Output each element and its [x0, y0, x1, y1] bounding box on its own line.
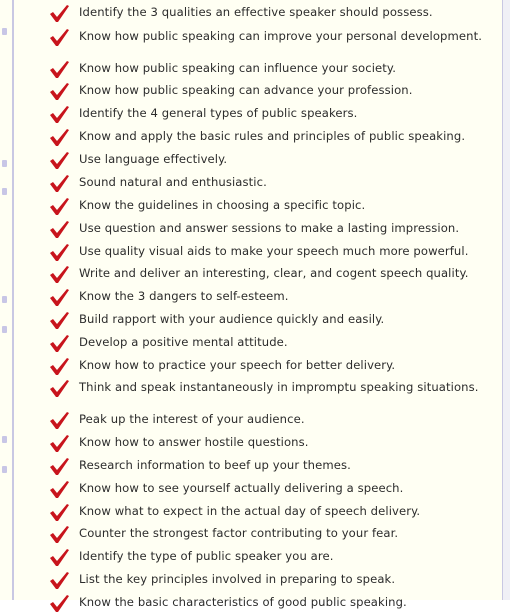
check-mark-icon: [48, 220, 70, 240]
list-item: [48, 459, 488, 477]
border-dot: [2, 326, 7, 333]
list-item: [48, 30, 488, 48]
list-item-text: Write and deliver an interesting, clear, and cogent speech quality.: [79, 266, 469, 280]
list-item-text: Peak up the interest of your audience.: [79, 412, 305, 426]
check-mark-icon: [48, 379, 70, 399]
list-item-text: Know the basic characteristics of good public speaking.: [79, 595, 407, 609]
list-item-text: Know how to practice your speech for better delivery.: [79, 358, 396, 372]
list-item: [48, 313, 488, 331]
left-page-border: [0, 0, 14, 600]
list-item-text: Know and apply the basic rules and principles of public speaking.: [79, 129, 466, 143]
list-item: [48, 176, 488, 194]
list-item-text: Build rapport with your audience quickly and easily.: [79, 312, 385, 326]
list-item: [48, 107, 488, 125]
list-item-text: Develop a positive mental attitude.: [79, 335, 288, 349]
check-mark-icon: [48, 434, 70, 454]
list-item-text: Know how to see yourself actually delivering a speech.: [79, 481, 404, 495]
border-dot: [2, 296, 7, 303]
border-dot: [2, 188, 7, 195]
check-mark-icon: [48, 197, 70, 217]
check-mark-icon: [48, 28, 70, 48]
list-item: [48, 573, 488, 591]
list-item-text: Know what to expect in the actual day of speech delivery.: [79, 504, 421, 518]
list-item-text: List the key principles involved in preparing to speak.: [79, 572, 396, 586]
check-mark-icon: [48, 571, 70, 591]
list-item: [48, 436, 488, 454]
check-mark-icon: [48, 151, 70, 171]
list-item: [48, 336, 488, 354]
border-dot: [2, 466, 7, 473]
check-mark-icon: [48, 525, 70, 545]
list-item-text: Know how public speaking can improve your personal development.: [79, 29, 482, 43]
check-mark-icon: [48, 311, 70, 331]
list-item-text: Identify the type of public speaker you are.: [79, 549, 334, 563]
list-item: [48, 550, 488, 568]
list-item: [48, 222, 488, 240]
check-mark-icon: [48, 411, 70, 431]
check-mark-icon: [48, 4, 70, 24]
list-item-text: Know the 3 dangers to self-esteem.: [79, 289, 289, 303]
check-mark-icon: [48, 243, 70, 263]
list-item: [48, 130, 488, 148]
list-item: [48, 596, 488, 614]
check-mark-icon: [48, 288, 70, 308]
list-item: [48, 413, 488, 431]
list-item-text: Counter the strongest factor contributing to your fear.: [79, 526, 399, 540]
list-item-text: Use language effectively.: [79, 152, 228, 166]
check-mark-icon: [48, 105, 70, 125]
check-mark-icon: [48, 503, 70, 523]
check-mark-icon: [48, 60, 70, 80]
list-item-text: Identify the 3 qualities an effective speaker should possess.: [79, 5, 433, 19]
check-mark-icon: [48, 457, 70, 477]
check-mark-icon: [48, 548, 70, 568]
list-item-text: Research information to beef up your themes.: [79, 458, 351, 472]
list-item-text: Sound natural and enthusiastic.: [79, 175, 267, 189]
check-mark-icon: [48, 594, 70, 614]
border-dot: [2, 28, 7, 35]
list-item-text: Know how to answer hostile questions.: [79, 435, 309, 449]
list-item: [48, 527, 488, 545]
check-mark-icon: [48, 480, 70, 500]
right-page-border: [502, 0, 510, 600]
check-mark-icon: [48, 128, 70, 148]
border-dot: [2, 160, 7, 167]
check-mark-icon: [48, 265, 70, 285]
list-item: [48, 84, 488, 102]
list-item: [48, 381, 488, 399]
border-dot: [2, 436, 7, 443]
list-item: [48, 6, 488, 24]
check-mark-icon: [48, 357, 70, 377]
list-item: [48, 62, 488, 80]
check-mark-icon: [48, 334, 70, 354]
list-item-text: Use quality visual aids to make your speech much more powerful.: [79, 244, 469, 258]
list-item: [48, 199, 488, 217]
list-item-text: Know the guidelines in choosing a specific topic.: [79, 198, 366, 212]
list-item: [48, 290, 488, 308]
list-item: [48, 359, 488, 377]
check-mark-icon: [48, 82, 70, 102]
list-item-text: Know how public speaking can advance your profession.: [79, 83, 413, 97]
list-item-text: Know how public speaking can influence your society.: [79, 61, 397, 75]
list-item-text: Identify the 4 general types of public speakers.: [79, 106, 358, 120]
list-item-text: Use question and answer sessions to make a lasting impression.: [79, 221, 460, 235]
list-item: [48, 505, 488, 523]
check-mark-icon: [48, 174, 70, 194]
list-item-text: Think and speak instantaneously in impromptu speaking situations.: [79, 380, 479, 394]
list-item: [48, 153, 488, 171]
list-item: [48, 267, 488, 285]
list-item: [48, 482, 488, 500]
list-item: [48, 245, 488, 263]
